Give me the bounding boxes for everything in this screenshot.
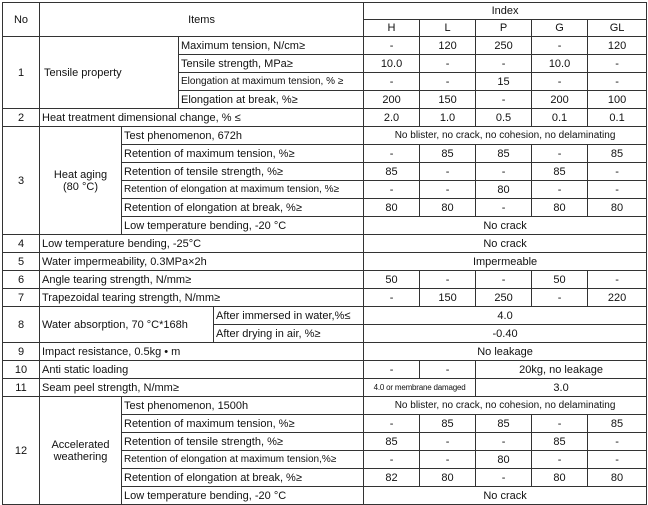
value-h: 50 [364, 271, 420, 289]
value-g: 85 [532, 433, 588, 451]
value-gl: - [588, 55, 647, 73]
value-g: 80 [532, 199, 588, 217]
value-h: - [364, 415, 420, 433]
value-l: - [420, 181, 476, 199]
row-item-label: Low temperature bending, -20 °C [122, 487, 364, 505]
row-item-label: Impact resistance, 0.5kg • m [40, 343, 364, 361]
value-p: 80 [476, 181, 532, 199]
value-h: - [364, 451, 420, 469]
value-span: Impermeable [364, 253, 647, 271]
value-g: - [532, 415, 588, 433]
value-g: 85 [532, 163, 588, 181]
value-p: - [476, 163, 532, 181]
value-p: 80 [476, 451, 532, 469]
value-gl: 85 [588, 145, 647, 163]
value-g: - [532, 145, 588, 163]
value-span: 4.0 [364, 307, 647, 325]
value-g: - [532, 181, 588, 199]
value-gl: - [588, 73, 647, 91]
value-h: - [364, 37, 420, 55]
value-h: - [364, 361, 420, 379]
value-l: - [420, 163, 476, 181]
value-gl: 85 [588, 415, 647, 433]
value-p: 250 [476, 289, 532, 307]
spec-table [2, 2, 647, 505]
row-item-label: Test phenomenon, 672h [122, 127, 364, 145]
value-gl: 220 [588, 289, 647, 307]
value-p: - [476, 271, 532, 289]
header-index: Index [364, 3, 647, 20]
value-g: - [532, 289, 588, 307]
value-gl: - [588, 451, 647, 469]
row-item-label: Water impermeability, 0.3MPa×2h [40, 253, 364, 271]
value-l: 85 [420, 415, 476, 433]
value-g: 0.1 [532, 109, 588, 127]
value-h: 10.0 [364, 55, 420, 73]
row-item-label: Anti static loading [40, 361, 364, 379]
row-item-label: Angle tearing strength, N/mm≥ [40, 271, 364, 289]
row-item-label: Maximum tension, N/cm≥ [179, 37, 364, 55]
value-span: No crack [364, 217, 647, 235]
value-p: 85 [476, 145, 532, 163]
value-l: 80 [420, 469, 476, 487]
value-p: - [476, 55, 532, 73]
value-l: 120 [420, 37, 476, 55]
value-span: No crack [364, 235, 647, 253]
value-p: 250 [476, 37, 532, 55]
spec-table-container [2, 2, 646, 505]
value-h: 85 [364, 433, 420, 451]
value-g: - [532, 73, 588, 91]
row-item-label: Elongation at break, %≥ [179, 91, 364, 109]
row-item-label: Retention of elongation at break, %≥ [122, 199, 364, 217]
value-gl: - [588, 181, 647, 199]
value-h: 80 [364, 199, 420, 217]
value-g: 10.0 [532, 55, 588, 73]
grade-h: H [364, 20, 420, 37]
value-l: - [420, 271, 476, 289]
row-item-label: Trapezoidal tearing strength, N/mm≥ [40, 289, 364, 307]
row-item-label: Retention of maximum tension, %≥ [122, 145, 364, 163]
value-gl: - [588, 433, 647, 451]
value-span: No crack [364, 487, 647, 505]
value-gl: - [588, 163, 647, 181]
value-l: 80 [420, 199, 476, 217]
row-subitem-label: After immersed in water,%≤ [214, 307, 364, 325]
value-l: 85 [420, 145, 476, 163]
header-no: No [3, 3, 40, 37]
grade-gl: GL [588, 20, 647, 37]
value-g: 200 [532, 91, 588, 109]
value-span: 20kg, no leakage [476, 361, 647, 379]
row-item-label: Retention of elongation at maximum tension,%≥ [122, 451, 364, 469]
value-span-h-l: 4.0 or membrane damaged [364, 379, 476, 397]
row-item-label: Retention of elongation at break, %≥ [122, 469, 364, 487]
row-number: 5 [3, 253, 40, 271]
value-l: - [420, 361, 476, 379]
row-number: 7 [3, 289, 40, 307]
value-gl: 80 [588, 199, 647, 217]
table-row [3, 235, 647, 253]
row-number: 11 [3, 379, 40, 397]
row-number: 8 [3, 307, 40, 343]
value-l: - [420, 451, 476, 469]
row-number: 3 [3, 127, 40, 235]
row-number: 2 [3, 109, 40, 127]
row-item-label: Elongation at maximum tension, % ≥ [179, 73, 364, 91]
value-span: 3.0 [476, 379, 647, 397]
value-h: 200 [364, 91, 420, 109]
value-h: 85 [364, 163, 420, 181]
value-l: - [420, 73, 476, 91]
row-item-label: Heat treatment dimensional change, % ≤ [40, 109, 364, 127]
row-number: 4 [3, 235, 40, 253]
value-gl: - [588, 271, 647, 289]
row-number: 10 [3, 361, 40, 379]
table-row [3, 271, 647, 289]
row-item-label: Retention of elongation at maximum tension, %≥ [122, 181, 364, 199]
value-g: - [532, 451, 588, 469]
table-row [3, 127, 647, 145]
group-subtitle: weathering [53, 450, 108, 463]
grade-g: G [532, 20, 588, 37]
value-p: - [476, 469, 532, 487]
value-p: - [476, 199, 532, 217]
row-group-label [40, 397, 122, 505]
value-l: 150 [420, 289, 476, 307]
table-row [3, 379, 647, 397]
value-h: 82 [364, 469, 420, 487]
value-g: 80 [532, 469, 588, 487]
table-row [3, 307, 647, 325]
value-l: - [420, 55, 476, 73]
value-g: - [532, 37, 588, 55]
grade-l: L [420, 20, 476, 37]
value-p: - [476, 433, 532, 451]
value-span: No leakage [364, 343, 647, 361]
value-span: No blister, no crack, no cohesion, no delaminating [364, 127, 647, 145]
value-l: 1.0 [420, 109, 476, 127]
table-row [3, 109, 647, 127]
row-group-label: Tensile property [40, 37, 179, 109]
value-h: - [364, 181, 420, 199]
value-p: - [476, 91, 532, 109]
row-item-label: Tensile strength, MPa≥ [179, 55, 364, 73]
value-p: 15 [476, 73, 532, 91]
row-subitem-label: After drying in air, %≥ [214, 325, 364, 343]
row-item-label: Low temperature bending, -25°C [40, 235, 364, 253]
group-title: Accelerated [51, 438, 110, 451]
row-item-label: Seam peel strength, N/mm≥ [40, 379, 364, 397]
row-item-label: Retention of tensile strength, %≥ [122, 433, 364, 451]
row-item-label: Low temperature bending, -20 °C [122, 217, 364, 235]
value-span: -0.40 [364, 325, 647, 343]
table-row [3, 289, 647, 307]
value-l: 150 [420, 91, 476, 109]
value-h: 2.0 [364, 109, 420, 127]
value-gl: 80 [588, 469, 647, 487]
value-h: - [364, 73, 420, 91]
value-h: - [364, 145, 420, 163]
row-item-label: Retention of tensile strength, %≥ [122, 163, 364, 181]
value-p: 0.5 [476, 109, 532, 127]
value-gl: 0.1 [588, 109, 647, 127]
grade-p: P [476, 20, 532, 37]
group-title: Heat aging [53, 168, 108, 181]
table-row [3, 343, 647, 361]
row-number: 6 [3, 271, 40, 289]
row-number: 9 [3, 343, 40, 361]
value-g: 50 [532, 271, 588, 289]
value-gl: 120 [588, 37, 647, 55]
table-row [3, 397, 647, 415]
header-items: Items [40, 3, 364, 37]
group-subtitle: (80 °C) [63, 180, 98, 193]
table-row [3, 361, 647, 379]
value-span: No blister, no crack, no cohesion, no delaminating [364, 397, 647, 415]
row-item-label: Water absorption, 70 °C*168h [40, 307, 214, 343]
value-gl: 100 [588, 91, 647, 109]
row-item-label: Retention of maximum tension, %≥ [122, 415, 364, 433]
row-group-label [40, 127, 122, 235]
table-row [3, 37, 647, 55]
row-number: 1 [3, 37, 40, 109]
row-number: 12 [3, 397, 40, 505]
table-row [3, 253, 647, 271]
value-l: - [420, 433, 476, 451]
row-item-label: Test phenomenon, 1500h [122, 397, 364, 415]
value-h: - [364, 289, 420, 307]
header-row [3, 3, 647, 20]
value-p: 85 [476, 415, 532, 433]
